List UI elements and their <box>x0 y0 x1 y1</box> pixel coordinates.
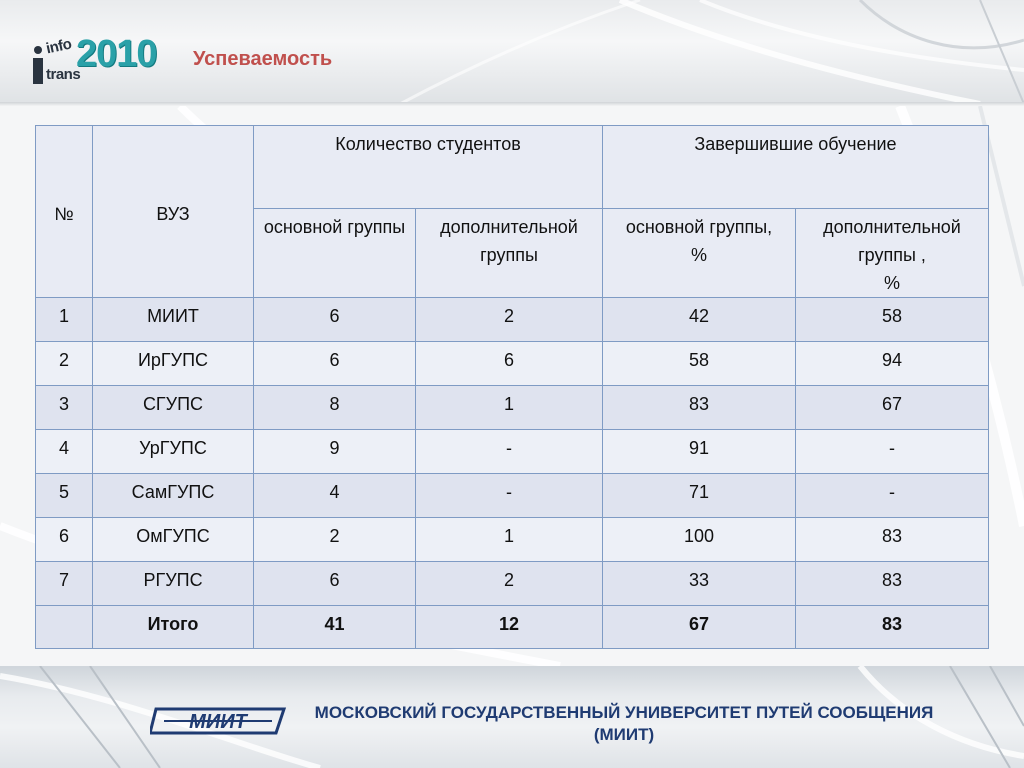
cell-main-pct: 33 <box>603 562 796 606</box>
table-row <box>36 342 989 386</box>
cell-extra-pct: 58 <box>796 298 989 342</box>
cell-extra: 2 <box>416 298 603 342</box>
cell-extra: 1 <box>416 518 603 562</box>
cell-main-pct: 83 <box>603 386 796 430</box>
total-extra: 12 <box>416 606 603 649</box>
cell-vuz: ОмГУПС <box>93 518 254 562</box>
cell-main: 6 <box>254 562 416 606</box>
cell-num: 5 <box>36 474 93 518</box>
table-total-row <box>36 606 989 649</box>
slide-title: Успеваемость <box>193 48 333 70</box>
table-row <box>36 518 989 562</box>
cell-main: 6 <box>254 342 416 386</box>
cell-num: 2 <box>36 342 93 386</box>
header-num: № <box>36 126 93 298</box>
cell-extra-pct: - <box>796 430 989 474</box>
cell-extra: - <box>416 474 603 518</box>
university-name <box>304 702 944 746</box>
cell-vuz: СГУПС <box>93 386 254 430</box>
cell-main-pct: 42 <box>603 298 796 342</box>
cell-extra-pct: - <box>796 474 989 518</box>
total-extra-pct: 83 <box>796 606 989 649</box>
cell-main: 9 <box>254 430 416 474</box>
table-row <box>36 298 989 342</box>
header-finished: Завершившие обучение <box>603 126 989 209</box>
table-header-row <box>36 126 989 209</box>
cell-extra-pct: 94 <box>796 342 989 386</box>
cell-main-pct: 71 <box>603 474 796 518</box>
cell-vuz: ИрГУПС <box>93 342 254 386</box>
total-main: 41 <box>254 606 416 649</box>
header-students-count: Количество студентов <box>254 126 603 209</box>
header-extra-finished-line1: дополнительной <box>823 217 961 237</box>
cell-num: 3 <box>36 386 93 430</box>
cell-main: 6 <box>254 298 416 342</box>
cell-extra-pct: 83 <box>796 518 989 562</box>
cell-num: 4 <box>36 430 93 474</box>
table-row <box>36 474 989 518</box>
total-label: Итого <box>93 606 254 649</box>
cell-extra: 2 <box>416 562 603 606</box>
total-main-pct: 67 <box>603 606 796 649</box>
miit-logo-text: МИИТ <box>189 711 247 733</box>
cell-main: 8 <box>254 386 416 430</box>
cell-num: 1 <box>36 298 93 342</box>
header-extra-students: дополнительной группы <box>416 209 603 298</box>
cell-main-pct: 100 <box>603 518 796 562</box>
university-name-line2: (МИИТ) <box>593 725 655 744</box>
header-extra-finished-line2: группы , <box>858 245 926 265</box>
header-vuz: ВУЗ <box>93 126 254 298</box>
header-main-students: основной группы <box>254 209 416 298</box>
cell-extra-pct: 83 <box>796 562 989 606</box>
header-main-finished <box>603 209 796 298</box>
logo-word-trans: trans <box>46 66 81 83</box>
table-row <box>36 386 989 430</box>
cell-num: 6 <box>36 518 93 562</box>
header-main-finished-line2: % <box>690 245 707 265</box>
infotrans-logo <box>24 33 157 88</box>
miit-logo <box>150 701 290 741</box>
table-row <box>36 430 989 474</box>
header-extra-finished-line3: % <box>883 273 900 293</box>
logo-stem <box>33 58 43 84</box>
cell-num: 7 <box>36 562 93 606</box>
cell-vuz: УрГУПС <box>93 430 254 474</box>
cell-vuz: РГУПС <box>93 562 254 606</box>
logo-dot <box>34 46 42 54</box>
cell-extra: 1 <box>416 386 603 430</box>
cell-vuz: МИИТ <box>93 298 254 342</box>
cell-main: 4 <box>254 474 416 518</box>
slide-footer <box>0 666 1024 768</box>
cell-main: 2 <box>254 518 416 562</box>
cell-main-pct: 58 <box>603 342 796 386</box>
cell-extra: 6 <box>416 342 603 386</box>
table-row <box>36 562 989 606</box>
performance-table <box>35 125 989 649</box>
cell-num-empty <box>36 606 93 649</box>
cell-extra: - <box>416 430 603 474</box>
slide-header <box>0 0 1024 104</box>
cell-vuz: СамГУПС <box>93 474 254 518</box>
logo-year: 2010 <box>76 33 157 75</box>
logo-word-info: info <box>44 35 73 58</box>
header-main-finished-line1: основной группы, <box>625 217 773 237</box>
cell-main-pct: 91 <box>603 430 796 474</box>
cell-extra-pct: 67 <box>796 386 989 430</box>
header-extra-finished <box>796 209 989 298</box>
university-name-line1: МОСКОВСКИЙ ГОСУДАРСТВЕННЫЙ УНИВЕРСИТЕТ ПУТЕЙ СООБЩЕНИЯ <box>314 703 934 722</box>
